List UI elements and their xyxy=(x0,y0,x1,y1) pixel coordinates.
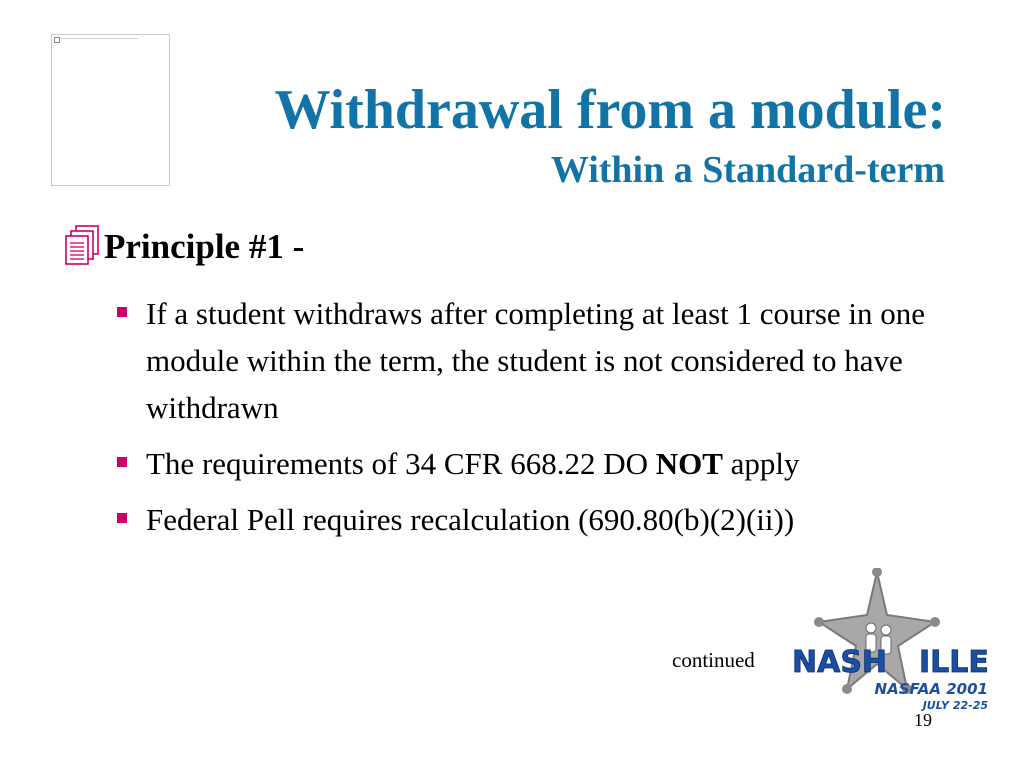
slide-subtitle: Within a Standard-term xyxy=(550,149,945,191)
bullet-square-icon xyxy=(117,307,127,317)
slide-thumbnail xyxy=(51,34,170,186)
principle-label: Principle #1 - xyxy=(104,226,305,266)
principle-heading xyxy=(62,224,304,268)
bullet-emphasis: NOT xyxy=(655,446,723,481)
logo-event-dates: JULY 22-25 xyxy=(922,699,988,712)
logo-event-name: NASFAA 2001 xyxy=(874,680,988,698)
slide-title: Withdrawal from a module: xyxy=(274,79,946,141)
page-number: 19 xyxy=(914,710,932,730)
continued-label: continued xyxy=(672,648,755,672)
bullet-text: apply xyxy=(722,446,800,481)
logo-word-right: ILLE xyxy=(919,645,989,680)
bullet-item xyxy=(112,290,932,431)
bullet-square-icon xyxy=(117,513,127,523)
bullet-text: Federal Pell requires recalculation (690.80(b)(2)(ii)) xyxy=(146,502,795,537)
bullet-text: If a student withdraws after completing at least 1 course in one module within the term, the student is not considered to have withdrawn xyxy=(146,296,926,425)
bullet-text: The requirements of 34 CFR 668.22 DO xyxy=(146,446,656,481)
logo-word-left: NASH xyxy=(792,645,888,680)
bullet-list xyxy=(112,290,932,552)
document-stack-icon xyxy=(62,224,102,268)
bullet-square-icon xyxy=(117,457,127,467)
thumbnail-text-line xyxy=(60,38,138,39)
bullet-item xyxy=(112,440,932,487)
nashville-nasfaa-logo xyxy=(788,568,998,718)
bullet-item xyxy=(112,496,932,543)
